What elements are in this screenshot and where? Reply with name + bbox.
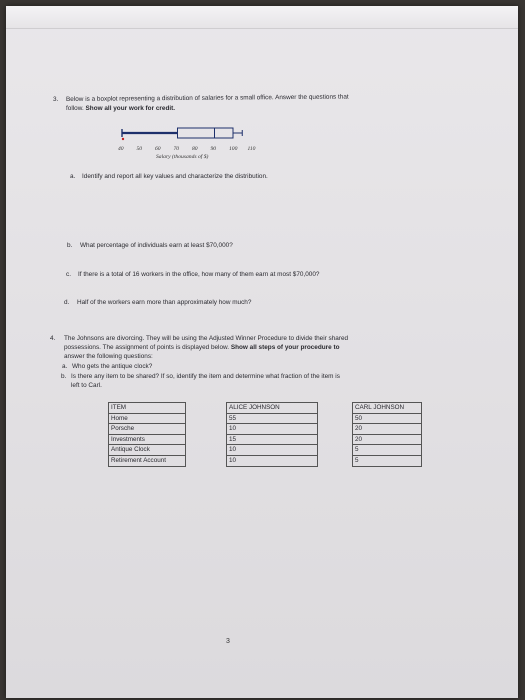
- cell-carl: 20: [353, 424, 422, 435]
- boxplot-tick-label: 80: [192, 146, 198, 152]
- table-row: [109, 434, 422, 445]
- q3b-letter: b.: [67, 242, 73, 249]
- boxplot-tick-label: 70: [173, 146, 180, 152]
- table-row: [109, 413, 422, 424]
- cell-alice: 10: [227, 424, 318, 435]
- cell-item: Retirement Account: [109, 455, 186, 466]
- q3d-text: Half of the workers earn more than approximately how much?: [77, 299, 252, 306]
- q3d-letter: d.: [64, 299, 70, 306]
- cell-item: Home: [109, 413, 186, 424]
- cell-item: Porsche: [109, 424, 186, 435]
- boxplot-tick-label: 50: [136, 146, 143, 152]
- cell-alice: 10: [227, 445, 318, 456]
- page-number: 3: [226, 638, 230, 645]
- cell-item: Antique Clock: [109, 445, 186, 456]
- cell-item: Investments: [109, 434, 186, 445]
- q3a-text: Identify and report all key values and characterize the distribution.: [82, 173, 268, 180]
- q3c-text: If there is a total of 16 workers in the office, how many of them earn at most $70,000?: [78, 271, 320, 278]
- q3-text-line1: Below is a boxplot representing a distribution of salaries for a small office. Answer the questions that: [65, 93, 349, 103]
- cell-alice: 10: [227, 455, 318, 466]
- cell-carl: 5: [353, 445, 422, 456]
- q4-text-line3: answer the following questions:: [64, 353, 153, 360]
- table-row: [109, 424, 422, 435]
- cell-carl: 5: [353, 455, 422, 466]
- boxplot-axis-label: Salary (thousands of $): [156, 154, 209, 160]
- boxplot-outlier-mark: [122, 138, 124, 140]
- q4b-letter: b.: [61, 373, 67, 380]
- q3a-letter: a.: [70, 173, 76, 180]
- boxplot-tick-label: 40: [118, 146, 124, 152]
- header-item: ITEM: [109, 403, 186, 414]
- q4-text-line2: [64, 343, 340, 352]
- q3c-letter: c.: [66, 271, 71, 278]
- boxplot-box: [178, 128, 234, 138]
- cell-alice: 55: [227, 413, 318, 424]
- cell-alice: 15: [227, 434, 318, 445]
- q3-number: 3.: [53, 96, 59, 103]
- q4a-text: Who gets the antique clock?: [72, 363, 153, 370]
- q4-number: 4.: [50, 335, 56, 342]
- boxplot-tick-label: 110: [247, 146, 256, 152]
- q4-text-line1: The Johnsons are divorcing. They will be using the Adjusted Winner Procedure to divide their shared: [64, 335, 349, 342]
- q4a-letter: a.: [62, 363, 68, 370]
- q3-follow: follow.: [66, 105, 84, 112]
- boxplot-tick-label: 90: [210, 146, 217, 152]
- table-row: [109, 445, 422, 456]
- q3-instruction: Show all your work for credit.: [85, 105, 176, 112]
- table-header-row: [109, 403, 422, 414]
- q4b-text-line2: left to Carl.: [71, 382, 102, 389]
- boxplot-tick-label: 60: [155, 146, 161, 152]
- header-carl: CARL JOHNSON: [353, 403, 422, 414]
- q3b-text: What percentage of individuals earn at least $70,000?: [80, 242, 233, 249]
- q4-instruction: Show all steps of your procedure to: [230, 344, 340, 351]
- points-table: [108, 402, 422, 467]
- table-row: [109, 455, 422, 466]
- cell-carl: 50: [353, 413, 422, 424]
- q4-possessions: possessions. The assignment of points is displayed below.: [64, 344, 230, 351]
- boxplot-tick-label: 100: [229, 146, 238, 152]
- q4b-text-line1: Is there any item to be shared? If so, identify the item and determine what fraction of the item is: [71, 373, 340, 380]
- header-alice: ALICE JOHNSON: [227, 403, 318, 414]
- cell-carl: 20: [353, 434, 422, 445]
